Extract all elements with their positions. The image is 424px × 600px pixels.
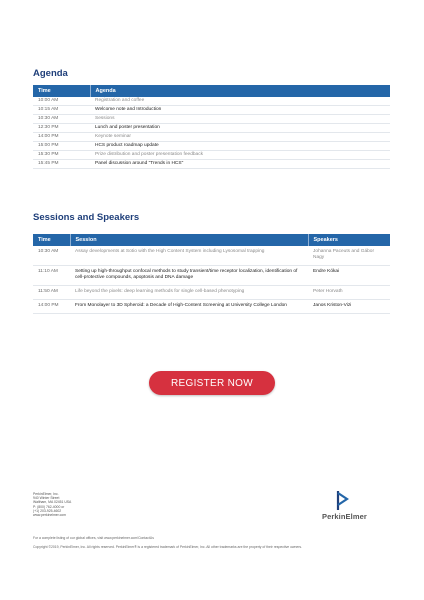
- sessions-col-session: Session: [70, 234, 308, 246]
- agenda-item: Keynote seminar: [90, 133, 390, 142]
- agenda-row: [33, 133, 390, 142]
- session-speakers: Endre Kókai: [308, 266, 390, 286]
- session-time: 14:00 PM: [33, 300, 70, 314]
- logo-text: PerkinElmer: [322, 512, 367, 521]
- address-line: P: (800) 762-4000 or: [33, 504, 65, 509]
- agenda-item: HCS product roadmap update: [90, 142, 390, 151]
- address-line: PerkinElmer, Inc.: [33, 492, 59, 496]
- agenda-item: Registration and coffee: [90, 97, 390, 106]
- register-now-button[interactable]: REGISTER NOW: [149, 371, 275, 395]
- address-line: www.perkinelmer.com: [33, 513, 66, 518]
- sessions-header-row: [33, 234, 390, 246]
- address-line: 940 Winter Street: [33, 496, 60, 501]
- agenda-time: 10:15 AM: [33, 106, 90, 115]
- agenda-item: Panel discussion around "Trends in HCS": [90, 160, 390, 169]
- agenda-time: 14:00 PM: [33, 133, 90, 142]
- agenda-time: 12:30 PM: [33, 124, 90, 133]
- agenda-item: Welcome note and Introduction: [90, 106, 390, 115]
- footer-offices: For a complete listing of our global offices, visit www.perkinelmer.com/ContactUs: [33, 536, 154, 540]
- session-title: Life beyond the pixels: deep learning methods for single cell-based phenotyping: [70, 286, 308, 300]
- session-row: [33, 246, 390, 266]
- agenda-time: 10:00 AM: [33, 97, 90, 106]
- agenda-row: [33, 142, 390, 151]
- session-title: From Monolayer to 3D Spheroid: a Decade of High-Content Screening at University College London: [70, 300, 308, 314]
- agenda-row: [33, 115, 390, 124]
- sessions-col-time: Time: [33, 234, 70, 246]
- session-row: [33, 266, 390, 286]
- agenda-row: [33, 106, 390, 115]
- agenda-row: [33, 97, 390, 106]
- agenda-time: 15:00 PM: [33, 142, 90, 151]
- address-line: Waltham, MA 02451 USA: [33, 500, 72, 505]
- session-title: Assay developments at Sotio with the High Content System including Lysosomal trapping: [70, 246, 308, 266]
- footer-copyright: Copyright ©2019, PerkinElmer, Inc. All rights reserved. PerkinElmer® is a registered trademark of PerkinElmer, Inc. All other trademarks are the property of their respective owners.: [33, 545, 303, 549]
- agenda-row: [33, 124, 390, 133]
- session-title: Setting up high-throughput confocal methods to study transient/time receptor localization, identification of cell-protective compounds, apoptosis and DNA damage: [70, 266, 308, 286]
- session-speakers: Johanna Paceuts and Gábor Nagy: [308, 246, 390, 266]
- session-row: [33, 286, 390, 300]
- agenda-item: Prize distribution and poster presentation feedback: [90, 151, 390, 160]
- agenda-col-time: Time: [33, 85, 90, 97]
- session-time: 11:50 AM: [33, 286, 70, 300]
- session-speakers: Peter Horvath: [308, 286, 390, 300]
- agenda-time: 15:45 PM: [33, 160, 90, 169]
- session-time: 11:10 AM: [33, 266, 70, 286]
- agenda-time: 10:30 AM: [33, 115, 90, 124]
- agenda-header-row: [33, 85, 390, 97]
- sessions-table: [33, 234, 390, 314]
- company-address: [33, 492, 71, 517]
- session-speakers: Janos Kriston-Vizi: [308, 300, 390, 314]
- agenda-row: [33, 151, 390, 160]
- session-row: [33, 300, 390, 314]
- agenda-table: [33, 85, 390, 169]
- session-time: 10:30 AM: [33, 246, 70, 266]
- agenda-item: Lunch and poster presentation: [90, 124, 390, 133]
- sessions-title: Sessions and Speakers: [33, 212, 140, 223]
- sessions-col-speakers: Speakers: [308, 234, 390, 246]
- address-line: (+1) 203-925-4602: [33, 508, 62, 513]
- agenda-time: 15:30 PM: [33, 151, 90, 160]
- agenda-col-agenda: Agenda: [90, 85, 390, 97]
- agenda-row: [33, 160, 390, 169]
- agenda-title: Agenda: [33, 68, 68, 79]
- agenda-item: Sessions: [90, 115, 390, 124]
